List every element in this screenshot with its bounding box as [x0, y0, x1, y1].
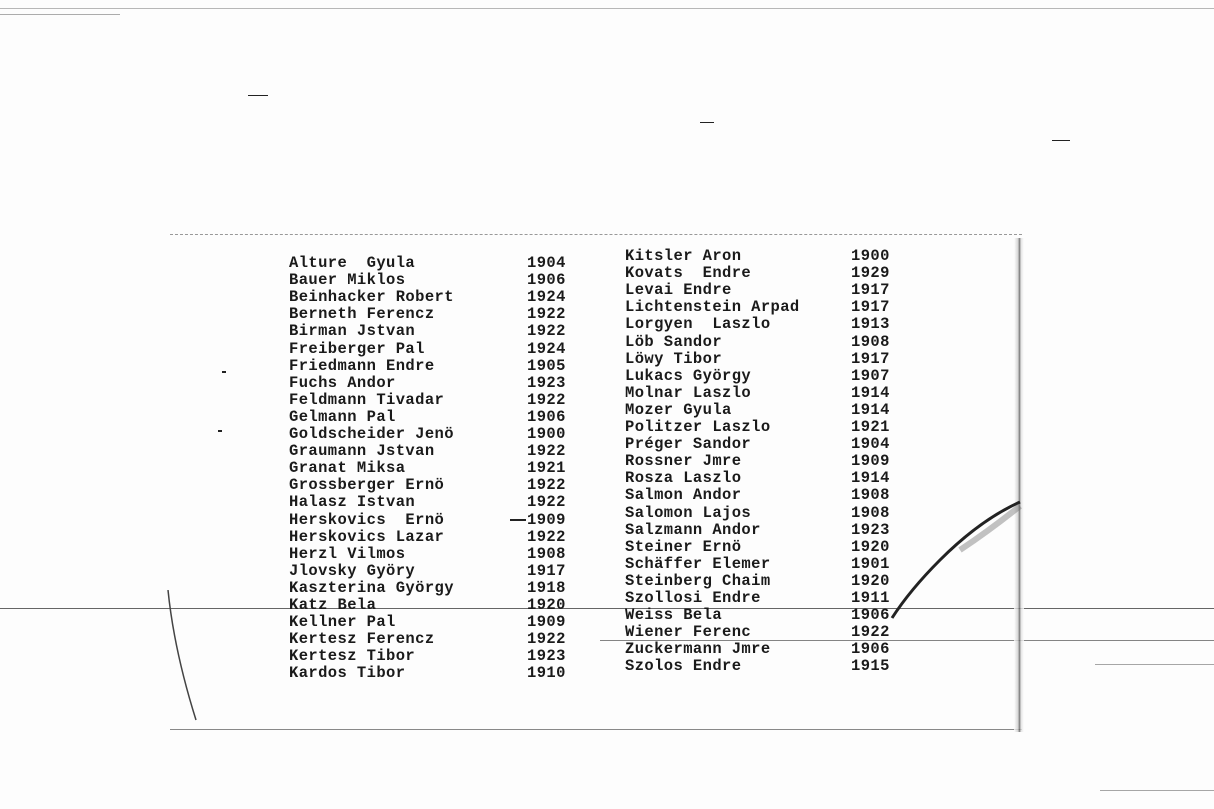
person-name: Freiberger Pal [289, 339, 425, 358]
left-list-row [289, 255, 579, 272]
person-name: Szolos Endre [625, 657, 742, 676]
left-list-row [289, 546, 579, 563]
right-list-row [625, 248, 915, 265]
left-list-row [289, 460, 579, 477]
person-name: Molnar Laszlo [625, 383, 752, 402]
birth-year: 1901 [851, 554, 890, 573]
birth-year: 1908 [851, 486, 890, 505]
right-list-row [625, 368, 915, 385]
right-list-row [625, 436, 915, 453]
birth-year: 1922 [527, 476, 566, 495]
birth-year: 1929 [851, 264, 890, 283]
left-list-row [289, 648, 579, 665]
person-name: Politzer Laszlo [625, 418, 771, 436]
birth-year: 1917 [851, 349, 890, 368]
right-list-row [625, 658, 915, 675]
person-name: Schäffer Elemer [625, 554, 771, 573]
person-name: Steinberg Chaim [625, 571, 771, 590]
left-list-row [289, 443, 579, 460]
birth-year: 1900 [851, 247, 890, 265]
person-name: Kellner Pal [289, 613, 396, 632]
left-list-row [289, 358, 579, 375]
birth-year: 1907 [851, 366, 890, 385]
person-name: Préger Sandor [625, 435, 752, 454]
right-list-row [625, 607, 915, 624]
birth-year: 1922 [527, 630, 566, 649]
person-name: Lorgyen Laszlo [625, 315, 771, 334]
birth-year: 1922 [527, 305, 566, 324]
person-name: Bauer Miklos [289, 271, 406, 290]
birth-year: 1904 [851, 435, 890, 454]
birth-year: 1922 [527, 390, 566, 409]
person-name: Granat Miksa [289, 459, 406, 478]
scan-mark [1100, 790, 1214, 791]
birth-year: 1906 [527, 407, 566, 426]
person-name: Levai Endre [625, 281, 732, 300]
right-list-row [625, 624, 915, 641]
person-name: Lichtenstein Arpad [625, 298, 800, 317]
left-list-row [289, 272, 579, 289]
person-name: Grossberger Ernö [289, 476, 445, 495]
birth-year: 1917 [851, 298, 890, 317]
left-list-row [289, 323, 579, 340]
birth-year: 1910 [527, 664, 566, 683]
person-name: Beinhacker Robert [289, 288, 454, 307]
person-name: Mozer Gyula [625, 400, 732, 419]
person-name: Jlovsky Györy [289, 561, 416, 580]
person-name: Salomon Lajos [625, 503, 752, 522]
scan-mark [1052, 140, 1070, 141]
left-list-row [289, 477, 579, 494]
birth-year: 1922 [527, 527, 566, 546]
birth-year: 1920 [527, 596, 566, 614]
right-list-row [625, 299, 915, 316]
birth-year: 1913 [851, 315, 890, 334]
left-list-row [289, 529, 579, 546]
birth-year: 1922 [527, 493, 566, 512]
person-name: Katz Bela [289, 596, 377, 614]
right-list-row [625, 282, 915, 299]
person-name: Fuchs Andor [289, 373, 396, 392]
person-name: Alture Gyula [289, 254, 416, 272]
right-list-row [625, 470, 915, 487]
birth-year: 1914 [851, 400, 890, 419]
person-name: Löwy Tibor [625, 349, 723, 368]
person-name: Kitsler Aron [625, 247, 742, 265]
paper-fold-left [166, 590, 206, 730]
left-list-row [289, 614, 579, 631]
person-name: Lukacs György [625, 366, 752, 385]
birth-year: 1911 [851, 589, 890, 607]
right-list-row [625, 539, 915, 556]
scan-line [0, 14, 120, 15]
left-list-row [289, 375, 579, 392]
birth-year: 1906 [851, 606, 890, 625]
birth-year: 1908 [851, 503, 890, 522]
person-name: Zuckermann Jmre [625, 640, 771, 659]
birth-year: 1914 [851, 383, 890, 402]
right-list-row [625, 385, 915, 402]
person-name: Birman Jstvan [289, 322, 416, 341]
birth-year: 1922 [851, 623, 890, 642]
right-list-row [625, 265, 915, 282]
person-name: Löb Sandor [625, 332, 723, 351]
birth-year: 1915 [851, 657, 890, 676]
margin-mark [222, 371, 226, 373]
birth-year: 1909 [851, 452, 890, 471]
birth-year: 1914 [851, 469, 890, 488]
left-list-row [289, 409, 579, 426]
birth-year: 1923 [527, 647, 566, 666]
right-list-row [625, 641, 915, 658]
person-name: Steiner Ernö [625, 537, 742, 556]
birth-year: 1923 [527, 373, 566, 392]
person-name: Herskovics Ernö [289, 510, 445, 529]
birth-year: 1906 [851, 640, 890, 659]
right-list-row [625, 573, 915, 590]
names-list-right [625, 248, 915, 688]
left-list-row [289, 665, 579, 682]
left-list-row [289, 392, 579, 409]
person-name: Kertesz Tibor [289, 647, 416, 666]
right-list-row [625, 334, 915, 351]
margin-mark [218, 430, 222, 432]
right-list-row [625, 316, 915, 333]
paper-edge-right [1014, 238, 1024, 732]
person-name: Wiener Ferenc [625, 623, 752, 642]
birth-year: 1917 [851, 281, 890, 300]
birth-year: 1921 [527, 459, 566, 478]
scan-mark [1095, 664, 1214, 665]
birth-year: 1909 [527, 510, 566, 529]
right-list-row [625, 419, 915, 436]
left-list-row [289, 597, 579, 614]
left-list-row [289, 426, 579, 443]
right-list-row [625, 487, 915, 504]
birth-year: 1923 [851, 520, 890, 539]
left-list-row [289, 512, 579, 529]
right-list-row [625, 351, 915, 368]
person-name: Szollosi Endre [625, 589, 761, 607]
right-list-row [625, 556, 915, 573]
right-list-row [625, 590, 915, 607]
birth-year: 1904 [527, 254, 566, 272]
birth-year: 1922 [527, 322, 566, 341]
birth-year: 1918 [527, 578, 566, 597]
person-name: Herzl Vilmos [289, 544, 406, 563]
left-list-row [289, 306, 579, 323]
birth-year: 1920 [851, 571, 890, 590]
person-name: Kaszterina György [289, 578, 454, 597]
person-name: Feldmann Tivadar [289, 390, 445, 409]
names-list-left [289, 255, 579, 695]
birth-year: 1906 [527, 271, 566, 290]
birth-year: 1900 [527, 425, 566, 443]
scan-line [0, 8, 1214, 9]
person-name: Graumann Jstvan [289, 442, 435, 461]
birth-year: 1920 [851, 537, 890, 556]
right-list-row [625, 505, 915, 522]
person-name: Berneth Ferencz [289, 305, 435, 324]
birth-year: 1924 [527, 339, 566, 358]
person-name: Herskovics Lazar [289, 527, 445, 546]
scan-mark [248, 95, 268, 96]
birth-year: 1917 [527, 561, 566, 580]
right-list-row [625, 453, 915, 470]
right-list-row [625, 402, 915, 419]
hand-mark [510, 519, 526, 521]
birth-year: 1924 [527, 288, 566, 307]
person-name: Rossner Jmre [625, 452, 742, 471]
birth-year: 1908 [851, 332, 890, 351]
person-name: Kertesz Ferencz [289, 630, 435, 649]
person-name: Weiss Bela [625, 606, 723, 625]
birth-year: 1921 [851, 418, 890, 436]
birth-year: 1905 [527, 356, 566, 375]
person-name: Rosza Laszlo [625, 469, 742, 488]
left-list-row [289, 631, 579, 648]
person-name: Goldscheider Jenö [289, 425, 454, 443]
left-list-row [289, 494, 579, 511]
left-list-row [289, 580, 579, 597]
person-name: Gelmann Pal [289, 407, 396, 426]
person-name: Salzmann Andor [625, 520, 761, 539]
person-name: Halasz Istvan [289, 493, 416, 512]
birth-year: 1922 [527, 442, 566, 461]
left-list-row [289, 289, 579, 306]
birth-year: 1909 [527, 613, 566, 632]
person-name: Salmon Andor [625, 486, 742, 505]
left-list-row [289, 341, 579, 358]
birth-year: 1908 [527, 544, 566, 563]
scan-mark [700, 122, 714, 123]
right-list-row [625, 522, 915, 539]
person-name: Kovats Endre [625, 264, 752, 283]
person-name: Friedmann Endre [289, 356, 435, 375]
left-list-row [289, 563, 579, 580]
person-name: Kardos Tibor [289, 664, 406, 683]
